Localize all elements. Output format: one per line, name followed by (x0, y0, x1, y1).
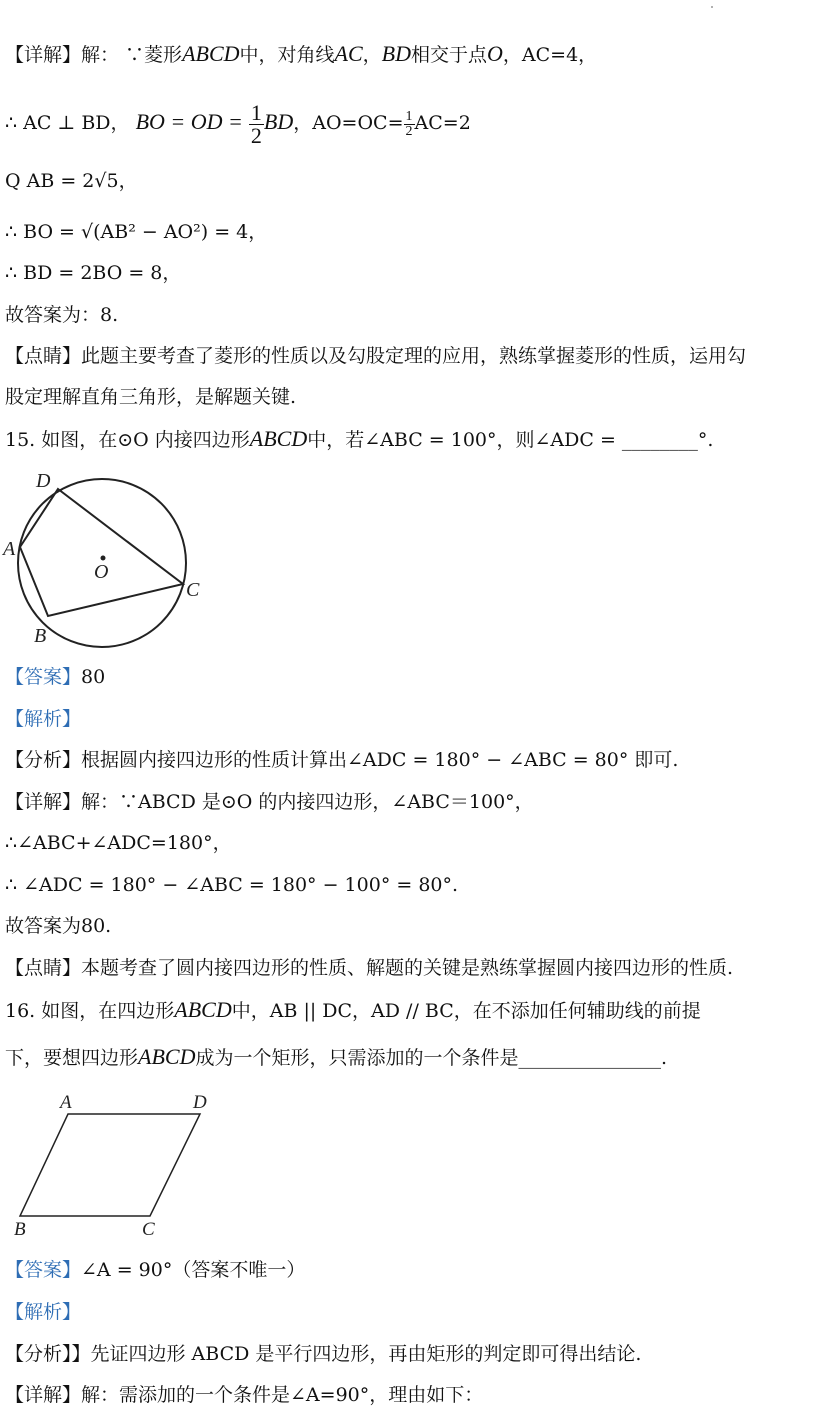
q15-circle-figure (0, 462, 220, 652)
p14-comment-line2: 股定理解直角三角形，是解题关键. (5, 386, 297, 408)
detail-label: 【详解】 (5, 44, 82, 66)
p14-detail-line2: ∴ AC ⊥ BD， BO = OD = $\frac{1}{2}$ BD，AO=OC= $\frac{1}{2}$ AC=2 (5, 99, 471, 148)
q15-detail-4: 故答案为80. (5, 915, 112, 937)
center-point-o (101, 556, 106, 561)
label-d: D (193, 1092, 207, 1113)
p14-detail-line3: Q AB = 2√5， (5, 170, 138, 192)
q15-fenxi: 【分析】根据圆内接四边形的性质计算出∠ADC = 180° − ∠ABC = 80° 即可. (5, 749, 679, 771)
q15-analysis-label: 【解析】 (5, 708, 82, 730)
label-a: A (3, 538, 16, 560)
q15-detail-3: ∴ ∠ADC = 180° − ∠ABC = 180° − 100° = 80°. (5, 874, 459, 896)
q15-detail-1: 【详解】解：∵ABCD 是⊙O 的内接四边形，∠ABC＝100°， (5, 791, 534, 813)
p14-comment-line1: 【点睛】此题主要考查了菱形的性质以及勾股定理的应用，熟练掌握菱形的性质，运用勾 (5, 345, 747, 367)
q16-stem-line1: 16. 如图，在四边形ABCD中，AB || DC，AD // BC，在不添加任何辅助线的前提 (5, 997, 701, 1022)
q15-stem: 15. 如图，在⊙O 内接四边形ABCD中，若∠ABC = 100°，则∠ADC = ________°. (5, 426, 714, 451)
fraction-half: $\frac{1}{2}$ (250, 99, 262, 148)
q15-detail-2: ∴∠ABC+∠ADC=180°， (5, 832, 232, 854)
label-d: D (36, 470, 51, 492)
label-a: A (60, 1092, 72, 1113)
q16-fenxi: 【分析】】先证四边形 ABCD 是平行四边形，再由矩形的判定即可得出结论. (5, 1343, 642, 1365)
fraction-half-small: $\frac{1}{2}$ (405, 108, 413, 139)
p14-detail-line1: 【详解】解： ∵菱形ABCD中，对角线AC，BD相交于点O，AC=4， (5, 41, 598, 66)
label-b: B (34, 625, 47, 647)
p14-detail-line5: ∴ BD = 2BO = 8， (5, 262, 182, 284)
q16-stem-line2: 下，要想四边形ABCD成为一个矩形，只需添加的一个条件是_______________. (5, 1044, 668, 1069)
q16-detail-1: 【详解】解：需添加的一个条件是∠A=90°，理由如下： (5, 1384, 484, 1406)
q16-analysis-label: 【解析】 (5, 1301, 82, 1323)
q15-answer: 【答案】80 (5, 666, 106, 688)
quadrilateral-abcd (20, 489, 183, 616)
page-speck (711, 6, 713, 8)
label-b: B (14, 1219, 26, 1240)
label-o: O (94, 561, 109, 583)
q16-parallelogram-figure (0, 1088, 230, 1243)
p14-answer-line: 故答案为：8. (5, 304, 119, 326)
p14-detail-line4: ∴ BO = √(AB² − AO²) = 4， (5, 221, 268, 243)
q16-answer: 【答案】∠A = 90°（答案不唯一） (5, 1259, 306, 1281)
label-c: C (186, 579, 200, 601)
parallelogram-abcd (20, 1114, 200, 1216)
q15-comment: 【点睛】本题考查了圆内接四边形的性质、解题的关键是熟练掌握圆内接四边形的性质. (5, 957, 734, 979)
label-c: C (142, 1219, 155, 1240)
